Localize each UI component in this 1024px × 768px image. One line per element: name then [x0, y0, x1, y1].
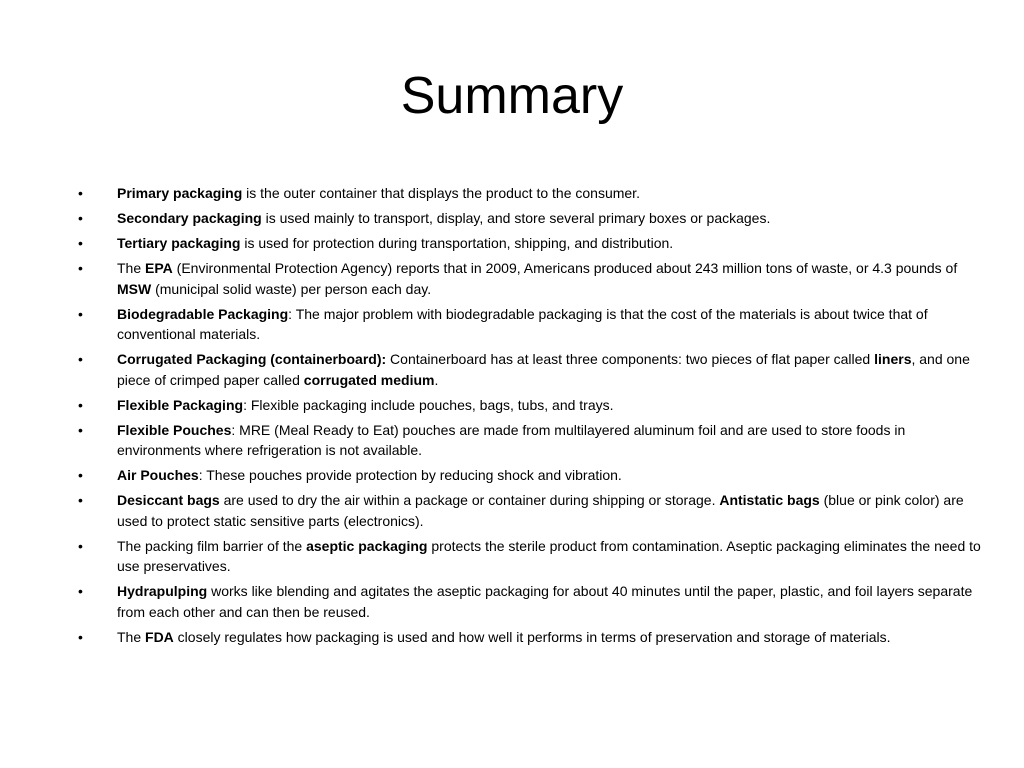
bullet-text: closely regulates how packaging is used and how well it performs in terms of preservation and storage of materials.: [173, 628, 891, 645]
bullet-item: [78, 208, 983, 229]
bullet-glyph: •: [78, 583, 83, 599]
bullet-text: , and one piece of crimped paper called: [117, 351, 970, 388]
bullet-item: [78, 304, 983, 345]
bullet-bold-term: Biodegradable Packaging: [117, 305, 289, 322]
bullet-glyph: •: [78, 185, 83, 201]
bullet-text: is the outer container that displays the product to the consumer.: [242, 185, 640, 201]
slide-title: Summary: [400, 67, 624, 125]
bullet-item: [78, 183, 983, 204]
bullet-bold-term: Antistatic bags: [719, 492, 820, 508]
bullet-text: is used for protection during transportation, shipping, and distribution.: [240, 235, 674, 251]
bullet-bold-term: Desiccant bags: [117, 492, 220, 508]
bullet-bold-term: MSW: [117, 280, 152, 297]
bullet-text: Containerboard has at least three components: two pieces of flat paper called: [386, 351, 875, 367]
bullet-glyph: •: [78, 260, 83, 276]
bullet-text: .: [434, 371, 439, 388]
bullet-bold-term: Secondary packaging: [117, 210, 262, 226]
bullet-item: [78, 627, 983, 648]
bullet-bold-term: Air Pouches: [117, 467, 199, 483]
bullet-text: : MRE (Meal Ready to Eat) pouches are made from multilayered aluminum foil and are used to store foods in environments where refrigeration is not available.: [117, 421, 906, 458]
bullet-item: [78, 349, 983, 390]
bullet-bold-term: Flexible Pouches: [117, 421, 232, 438]
bullet-text: : Flexible packaging include pouches, bags, tubs, and trays.: [243, 396, 614, 413]
bullet-text: is used mainly to transport, display, and store several primary boxes or packages.: [261, 210, 771, 226]
bullet-text: protects the sterile product from contamination. Aseptic packaging eliminates the need to use preservatives.: [117, 537, 981, 574]
bullet-glyph: •: [78, 537, 83, 554]
bullet-item: [78, 395, 983, 416]
bullet-bold-term: liners: [874, 351, 912, 367]
bullet-item: [78, 420, 983, 461]
bullet-text: The packing film barrier of the: [117, 537, 307, 554]
bullet-item: [78, 536, 983, 577]
bullet-glyph: •: [78, 351, 83, 367]
bullet-bold-term: corrugated medium: [303, 371, 435, 388]
bullet-bold-term: Corrugated Packaging (containerboard):: [117, 351, 387, 367]
bullet-bold-term: Flexible Packaging: [117, 396, 244, 413]
bullet-item: [78, 490, 983, 531]
bullet-glyph: •: [78, 421, 83, 438]
bullet-bold-term: EPA: [145, 260, 173, 276]
bullet-glyph: •: [78, 210, 83, 226]
bullet-bold-term: FDA: [145, 628, 174, 645]
bullet-item: [78, 258, 983, 299]
bullet-glyph: •: [78, 305, 83, 322]
bullet-text: (blue or pink color) are used to protect static sensitive parts (electronics).: [117, 492, 964, 529]
bullet-text: : These pouches provide protection by reducing shock and vibration.: [198, 467, 622, 483]
bullet-glyph: •: [78, 492, 83, 508]
bullet-bold-term: Hydrapulping: [117, 583, 208, 599]
bullet-bold-term: aseptic packaging: [306, 537, 428, 554]
bullet-text: The: [117, 260, 146, 276]
bullet-bold-term: Tertiary packaging: [117, 235, 241, 251]
bullet-text: (Environmental Protection Agency) reports that in 2009, Americans produced about 243 million tons of waste, or 4.3 pounds of: [172, 260, 958, 276]
bullet-text: : The major problem with biodegradable packaging is that the cost of the materials is about twice that of conventional materials.: [117, 305, 928, 342]
bullet-text: works like blending and agitates the aseptic packaging for about 40 minutes until the paper, plastic, and foil layers separate from each other and can then be reused.: [117, 583, 973, 620]
bullet-glyph: •: [78, 396, 83, 413]
bullet-item: [78, 465, 983, 486]
bullet-list: [78, 183, 983, 652]
bullet-glyph: •: [78, 628, 83, 645]
bullet-text: (municipal solid waste) per person each day.: [151, 280, 432, 297]
bullet-glyph: •: [78, 235, 83, 251]
bullet-bold-term: Primary packaging: [117, 185, 243, 201]
bullet-item: [78, 233, 983, 254]
bullet-glyph: •: [78, 467, 83, 483]
bullet-text: The: [117, 628, 146, 645]
bullet-item: [78, 581, 983, 622]
bullet-text: are used to dry the air within a package or container during shipping or storage.: [219, 492, 720, 508]
